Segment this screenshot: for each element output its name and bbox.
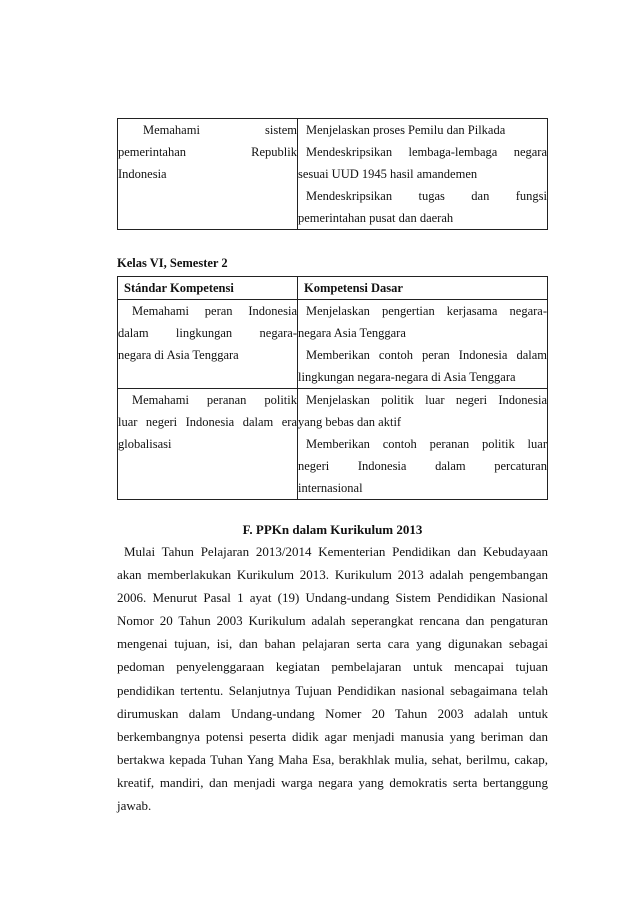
paragraph-line: jawab.: [117, 798, 152, 814]
cell-line: dalam lingkungan negara-: [118, 326, 297, 340]
cell-line: Memahami peran Indonesia: [132, 304, 297, 318]
cell-line: lingkungan negara-negara di Asia Tenggara: [298, 370, 516, 384]
cell-line: negara di Asia Tenggara: [118, 348, 239, 362]
table-row: [118, 300, 548, 389]
cell-line: luar negeri Indonesia dalam era: [118, 415, 297, 429]
body-paragraph: [117, 540, 548, 817]
cell-line: sesuai UUD 1945 hasil amandemen: [298, 167, 478, 181]
table-row: [118, 119, 548, 230]
paragraph-line: Nomor 20 Tahun 2003 Kurikulum adalah seperangkat rencana dan pengaturan: [117, 613, 548, 629]
basic-competency-cell: [298, 389, 548, 500]
paragraph-line: pendidikan tertentu. Selanjutnya Tujuan Pendidikan nasional sebagaimana telah: [117, 682, 548, 698]
paragraph-line: akan memberlakukan Kurikulum 2013. Kurikulum 2013 adalah pengembangan: [117, 567, 548, 583]
cell-line: Menjelaskan proses Pemilu dan Pilkada: [306, 123, 506, 137]
paragraph-line: dirumuskan dalam Undang-undang Nomer 20 Tahun 2003 adalah untuk: [117, 705, 548, 721]
section-heading: F. PPKn dalam Kurikulum 2013: [242, 522, 423, 537]
table-header-row: [118, 277, 548, 300]
cell-line: Indonesia: [118, 167, 167, 181]
cell-line: yang bebas dan aktif: [298, 415, 402, 429]
cell-line: negara Asia Tenggara: [298, 326, 406, 340]
standard-competency-cell: [118, 300, 298, 389]
cell-line: Memberikan contoh peran Indonesia dalam: [306, 348, 547, 362]
cell-line: negeri Indonesia dalam percaturan: [298, 459, 547, 473]
standard-competency-cell: [118, 119, 298, 230]
competency-table: [117, 276, 548, 500]
column-header-basic: Kompetensi Dasar: [298, 277, 548, 300]
paragraph-line: berkembangnya potensi peserta didik agar menjadi manusia yang beriman dan: [117, 728, 548, 744]
table-row: [118, 389, 548, 500]
column-header-standard: Stándar Kompetensi: [118, 277, 298, 300]
standard-competency-cell: [118, 389, 298, 500]
paragraph-line: bertakwa kepada Tuhan Yang Maha Esa, berakhlak mulia, sehat, berilmu, cakap,: [117, 751, 548, 767]
cell-line: Menjelaskan politik luar negeri Indonesia: [306, 393, 547, 407]
cell-line: pemerintahan pusat dan daerah: [298, 211, 454, 225]
cell-line: internasional: [298, 481, 363, 495]
cell-line: pemerintahan Republik: [118, 145, 297, 159]
cell-line: Memahami peranan politik: [132, 393, 297, 407]
cell-line: Memberikan contoh peranan politik luar: [306, 437, 547, 451]
competency-table-continued: [117, 118, 548, 230]
cell-line: globalisasi: [118, 437, 172, 451]
basic-competency-cell: [298, 119, 548, 230]
paragraph-line: mengenai tujuan, isi, dan bahan pelajaran serta cara yang digunakan sebagai: [117, 636, 548, 652]
basic-competency-cell: [298, 300, 548, 389]
class-semester-label: Kelas VI, Semester 2: [117, 256, 228, 270]
paragraph-line: Mulai Tahun Pelajaran 2013/2014 Kementerian Pendidikan dan Kebudayaan: [124, 544, 548, 559]
paragraph-line: pedoman penyelenggaraan kegiatan pembelajaran untuk mencapai tujuan: [117, 659, 548, 675]
cell-line: Menjelaskan pengertian kerjasama negara-: [306, 304, 547, 318]
cell-line: Mendeskripsikan lembaga-lembaga negara: [306, 145, 547, 159]
paragraph-line: 2006. Menurut Pasal 1 ayat (19) Undang-undang Sistem Pendidikan Nasional: [117, 590, 548, 606]
paragraph-line: kreatif, mandiri, dan menjadi warga negara yang demokratis serta bertanggung: [117, 774, 548, 790]
cell-line: Mendeskripsikan tugas dan fungsi: [306, 189, 547, 203]
cell-line: Memahami sistem: [143, 123, 297, 137]
